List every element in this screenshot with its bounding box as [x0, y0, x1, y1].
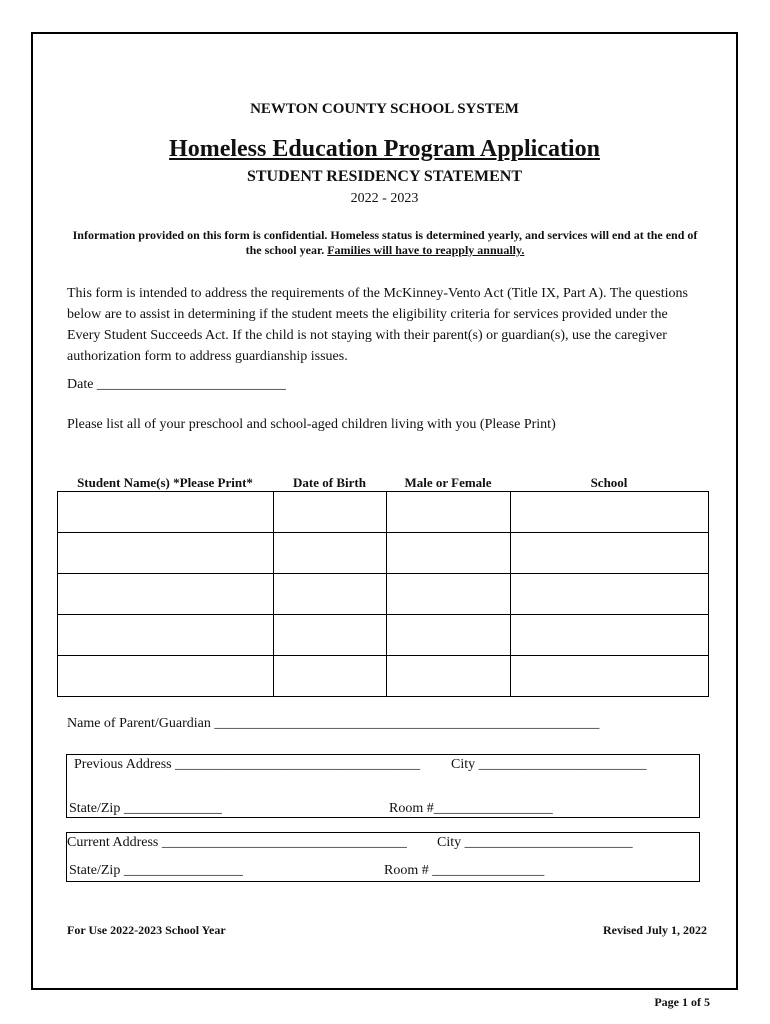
confidentiality-notice	[70, 228, 700, 258]
school-cell[interactable]	[511, 574, 709, 615]
gender-cell[interactable]	[387, 574, 511, 615]
col-header-student-name: Student Name(s) *Please Print*	[77, 475, 253, 490]
col-header-school: School	[590, 475, 628, 490]
dob-cell[interactable]	[274, 656, 387, 697]
previous-city-field[interactable]: City ________________________	[451, 757, 647, 772]
gender-cell[interactable]	[387, 533, 511, 574]
previous-address-field[interactable]: Previous Address ___________________________________	[74, 757, 421, 772]
current-address-field[interactable]: Current Address ___________________________________	[67, 835, 407, 850]
student-name-cell[interactable]	[58, 615, 274, 656]
form-subtitle: STUDENT RESIDENCY STATEMENT	[246, 168, 523, 185]
school-cell[interactable]	[511, 615, 709, 656]
date-field[interactable]: Date ___________________________	[67, 377, 286, 392]
notice-emphasis: Families will have to reapply annually.	[327, 243, 525, 257]
gender-cell[interactable]	[387, 615, 511, 656]
footer-revised: Revised July 1, 2022	[602, 923, 707, 937]
student-name-cell[interactable]	[58, 533, 274, 574]
table-row	[58, 533, 709, 574]
school-cell[interactable]	[511, 656, 709, 697]
children-list-instruction: Please list all of your preschool and school-aged children living with you (Please Print)	[67, 417, 556, 432]
form-title: Homeless Education Program Application	[169, 136, 600, 162]
table-row	[58, 492, 709, 533]
dob-cell[interactable]	[274, 615, 387, 656]
dob-cell[interactable]	[274, 533, 387, 574]
dob-cell[interactable]	[274, 574, 387, 615]
previous-room-field[interactable]: Room #_________________	[389, 801, 553, 816]
gender-cell[interactable]	[387, 492, 511, 533]
table-row	[58, 574, 709, 615]
previous-statezip-field[interactable]: State/Zip ______________	[69, 801, 222, 816]
current-room-field[interactable]: Room # ________________	[384, 863, 545, 878]
current-address-box	[66, 832, 700, 882]
school-year: 2022 - 2023	[350, 191, 419, 206]
previous-address-box	[66, 754, 700, 818]
parent-guardian-field[interactable]: Name of Parent/Guardian _______________________________________________________	[67, 716, 600, 731]
dob-cell[interactable]	[274, 492, 387, 533]
footer-school-year: For Use 2022-2023 School Year	[67, 923, 226, 937]
org-name: NEWTON COUNTY SCHOOL SYSTEM	[250, 101, 519, 117]
table-row	[58, 615, 709, 656]
children-table	[57, 491, 709, 697]
student-name-cell[interactable]	[58, 574, 274, 615]
current-statezip-field[interactable]: State/Zip _________________	[69, 863, 243, 878]
current-city-field[interactable]: City ________________________	[437, 835, 633, 850]
student-name-cell[interactable]	[58, 656, 274, 697]
col-header-dob: Date of Birth	[293, 475, 366, 490]
page-number: Page 1 of 5	[654, 995, 710, 1009]
school-cell[interactable]	[511, 533, 709, 574]
gender-cell[interactable]	[387, 656, 511, 697]
intro-paragraph: This form is intended to address the requirements of the McKinney-Vento Act (Title IX, Part A). The questions below are to assist in determining if the student meets the eligibility criteria for services provided under the Every Student Succeeds Act. If the child is not staying with their parent(s) or guardian(s), use the caregiver authorization form to address guardianship issues.	[67, 286, 688, 364]
notice-text: Information provided on this form is confidential. Homeless status is determined yearly, and services will end at the end of the school year.	[72, 228, 698, 257]
school-cell[interactable]	[511, 492, 709, 533]
col-header-gender: Male or Female	[404, 475, 492, 490]
student-name-cell[interactable]	[58, 492, 274, 533]
table-row	[58, 656, 709, 697]
